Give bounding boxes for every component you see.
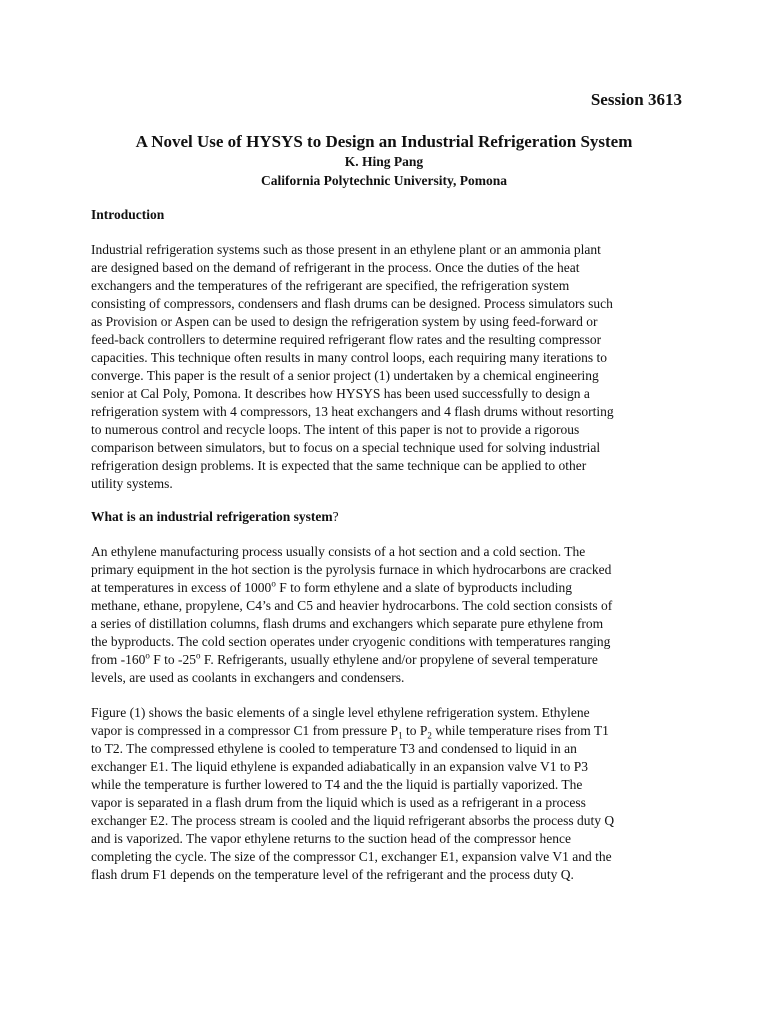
text-fragment: from -160 [91, 652, 146, 667]
text-line: converge. This paper is the result of a senior project (1) undertaken by a chemical engineering [91, 368, 599, 383]
text-line: while the temperature is further lowered to T4 and the the liquid is partially vaporized. The [91, 777, 583, 792]
text-line: feed-back controllers to determine required refrigerant flow rates and the resulting compressor [91, 332, 602, 347]
author-affiliation: California Polytechnic University, Pomona [261, 173, 507, 188]
pressure-subscript: 1 [398, 730, 403, 741]
text-line: to numerous control and recycle loops. The intent of this paper is not to provide a rigorous [91, 422, 580, 437]
text-fragment: vapor is compressed in a compressor C1 from pressure P [91, 723, 399, 738]
text-line [91, 651, 681, 669]
text-fragment: F. Refrigerants, usually ethylene and/or propylene of several temperature [200, 652, 598, 667]
text-line: Figure (1) shows the basic elements of a single level ethylene refrigeration system. Ethylene [91, 705, 590, 720]
heading-text: What is an industrial refrigeration system [91, 509, 333, 524]
paper-title: A Novel Use of HYSYS to Design an Industrial Refrigeration System [135, 132, 633, 151]
pressure-subscript: 2 [427, 730, 432, 741]
text-line: a series of distillation columns, flash drums and exchangers which separate pure ethylene from [91, 616, 604, 631]
text-line [91, 579, 681, 597]
text-line: Industrial refrigeration systems such as those present in an ethylene plant or an ammonia plant [91, 242, 601, 257]
text-fragment: at temperatures in excess of 1000 [91, 580, 272, 595]
refrigeration-system-heading [91, 509, 339, 525]
text-fragment: to P [402, 723, 428, 738]
text-line: and is vaporized. The vapor ethylene returns to the suction head of the compressor hence [91, 831, 571, 846]
ethylene-process-paragraph [91, 543, 681, 687]
degree-superscript: o [145, 650, 150, 661]
text-line: primary equipment in the hot section is the pyrolysis furnace in which hydrocarbons are cracked [91, 562, 612, 577]
text-line: consisting of compressors, condensers and flash drums can be designed. Process simulators such [91, 296, 613, 311]
degree-superscript: o [196, 650, 201, 661]
text-line: are designed based on the demand of refrigerant in the process. Once the duties of the heat [91, 260, 580, 275]
text-line: levels, are used as coolants in exchangers and condensers. [91, 670, 405, 685]
text-line: exchanger E2. The process stream is cooled and the liquid refrigerant absorbs the process duty Q [91, 813, 615, 828]
introduction-paragraph [91, 241, 681, 493]
text-line: methane, ethane, propylene, C4’s and C5 and heavier hydrocarbons. The cold section consists of [91, 598, 613, 613]
figure-description-paragraph [91, 704, 681, 884]
author-name: K. Hing Pang [344, 154, 424, 169]
text-fragment: while temperature rises from T1 [431, 723, 609, 738]
session-number: Session 3613 [590, 90, 682, 109]
text-line: completing the cycle. The size of the compressor C1, exchanger E1, expansion valve V1 and the [91, 849, 612, 864]
text-line: to T2. The compressed ethylene is cooled to temperature T3 and condensed to liquid in an [91, 741, 577, 756]
text-line [91, 722, 681, 740]
text-line: as Provision or Aspen can be used to design the refrigeration system by using feed-forward or [91, 314, 598, 329]
text-fragment: F to form ethylene and a slate of byproducts including [275, 580, 572, 595]
text-line: comparison between simulators, but to focus on a special technique used for solving industrial [91, 440, 601, 455]
text-line: An ethylene manufacturing process usually consists of a hot section and a cold section. The [91, 544, 586, 559]
text-line: refrigeration design problems. It is expected that the same technique can be applied to other [91, 458, 587, 473]
text-line: exchanger E1. The liquid ethylene is expanded adiabatically in an expansion valve V1 to P3 [91, 759, 588, 774]
text-line: vapor is separated in a flash drum from the liquid which is used as a refrigerant in a process [91, 795, 586, 810]
text-line: senior at Cal Poly, Pomona. It describes how HYSYS has been used successfully to design a [91, 386, 590, 401]
text-line: capacities. This technique often results in many control loops, each requiring many iterations to [91, 350, 607, 365]
text-fragment: F to -25 [149, 652, 197, 667]
introduction-heading: Introduction [91, 207, 165, 222]
text-line: flash drum F1 depends on the temperature level of the refrigerant and the process duty Q. [91, 867, 574, 882]
text-line: utility systems. [91, 476, 173, 491]
heading-question-mark: ? [332, 509, 339, 524]
text-line: exchangers and the temperatures of the refrigerant are specified, the refrigeration system [91, 278, 570, 293]
text-line: the byproducts. The cold section operates under cryogenic conditions with temperatures ranging [91, 634, 611, 649]
degree-superscript: o [271, 578, 276, 589]
text-line: refrigeration system with 4 compressors, 13 heat exchangers and 4 flash drums without resorting [91, 404, 614, 419]
